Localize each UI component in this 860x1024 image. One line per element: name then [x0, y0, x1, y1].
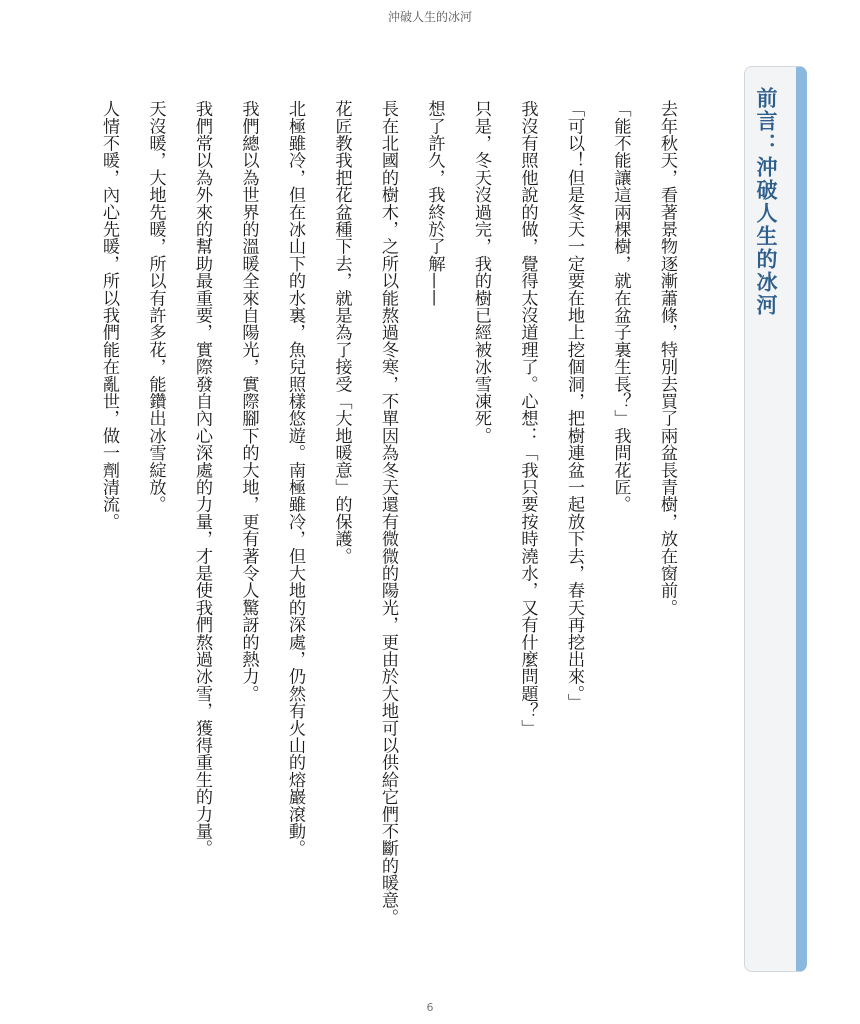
paragraph: 我們常以為外來的幫助最重要，實際發自內心深處的力量，才是使我們熬過冰雪，獲得重生的力量。 [192, 100, 212, 857]
chapter-title: 前言：沖破人生的冰河 [754, 87, 778, 317]
paragraph: 只是，冬天沒過完，我的樹已經被冰雪凍死。 [471, 100, 491, 444]
paragraph: 天沒暖，大地先暖，所以有許多花，能鑽出冰雪綻放。 [145, 100, 166, 513]
paragraph: 我沒有照他說的做，覺得太沒道理了。心想：「我只要按時澆水，又有什麼問題？」 [517, 100, 538, 737]
paragraph: 北極雖冷，但在冰山下的水裏，魚兒照樣悠遊。南極雖冷，但大地的深處，仍然有火山的熔巖滾動。 [285, 100, 305, 857]
page-number: 6 [426, 1001, 434, 1014]
running-header: 沖破人生的冰河 [387, 10, 472, 24]
chapter-title-panel [744, 66, 807, 972]
paragraph: 去年秋天，看著景物逐漸蕭條，特別去買了兩盆長青樹，放在窗前。 [657, 100, 677, 616]
body-text [90, 100, 690, 960]
paragraph: 「可以！但是冬天一定要在地上挖個洞，把樹連盆一起放下去，春天再挖出來。」 [564, 100, 584, 711]
paragraph: 人情不暖，內心先暖，所以我們能在亂世，做一劑清流。 [99, 100, 119, 530]
paragraph: 花匠教我把花盆種下去，就是為了接受「大地暖意」的保護。 [331, 100, 352, 565]
paragraph: 長在北國的樹木，之所以能熬過冬寒，不單因為冬天還有微微的陽光，更由於大地可以供給它們不斷的暖意。 [378, 100, 398, 926]
paragraph: 「能不能讓這兩棵樹，就在盆子裏生長？」我問花匠。 [610, 100, 631, 513]
paragraph: 我們總以為世界的溫暖全來自陽光，實際腳下的大地，更有著令人驚訝的熱力。 [238, 100, 259, 702]
paragraph: 想了許久，我終於了解—— [424, 100, 445, 307]
